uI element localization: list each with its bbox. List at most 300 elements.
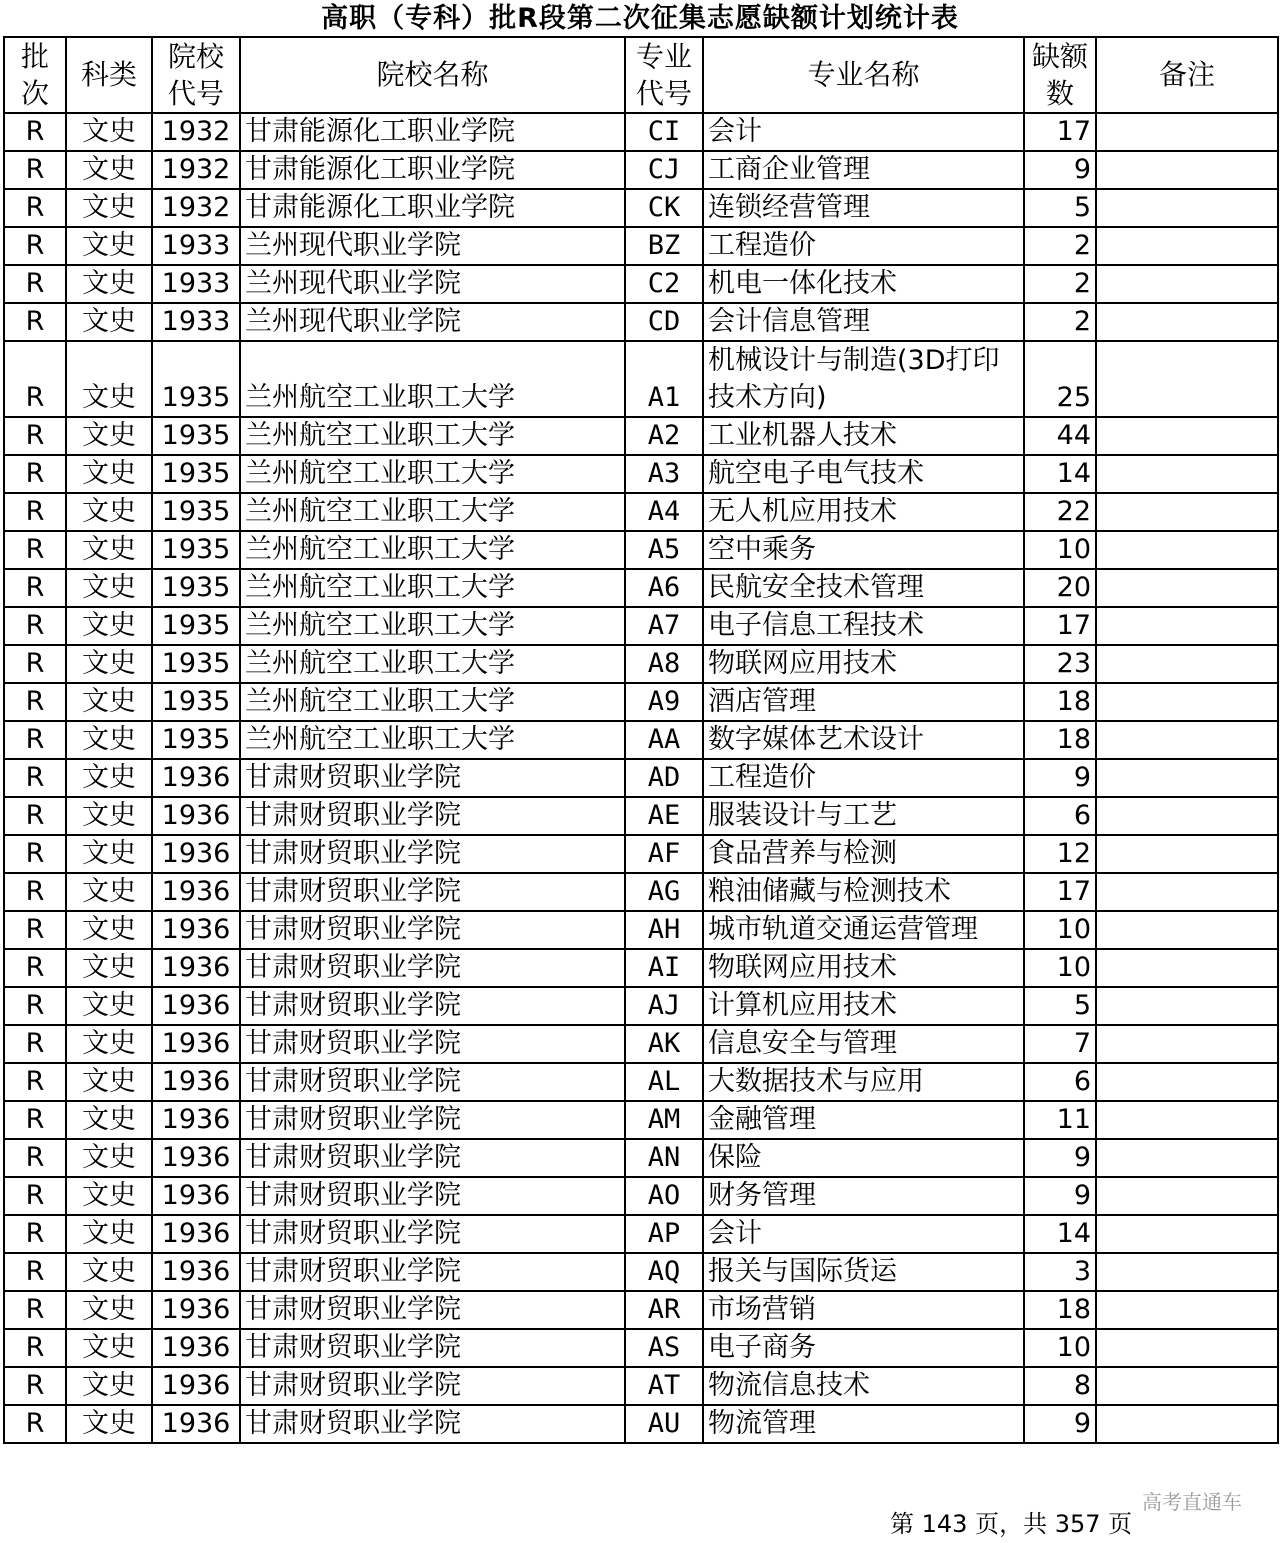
cell-category: 文史 [66,189,152,227]
cell-category: 文史 [66,569,152,607]
cell-major-name: 物流信息技术 [703,1367,1024,1405]
cell-batch: R [4,835,66,873]
cell-vacancy: 23 [1024,645,1096,683]
cell-major-code: AI [625,949,703,987]
cell-vacancy: 12 [1024,835,1096,873]
cell-category: 文史 [66,911,152,949]
cell-school-code: 1936 [152,1329,240,1367]
cell-major-name: 市场营销 [703,1291,1024,1329]
cell-major-code: CD [625,303,703,341]
table-row [4,189,1278,227]
cell-remark [1096,797,1278,835]
cell-school-code: 1935 [152,417,240,455]
cell-school-code: 1936 [152,1215,240,1253]
cell-school-code: 1936 [152,911,240,949]
cell-school-name: 兰州航空工业职工大学 [240,645,625,683]
cell-category: 文史 [66,113,152,151]
cell-remark [1096,493,1278,531]
table-row [4,265,1278,303]
cell-major-code: A7 [625,607,703,645]
cell-school-code: 1932 [152,189,240,227]
cell-batch: R [4,759,66,797]
cell-school-name: 甘肃财贸职业学院 [240,1101,625,1139]
cell-remark [1096,1291,1278,1329]
cell-major-name: 报关与国际货运 [703,1253,1024,1291]
table-row [4,303,1278,341]
cell-major-name: 机械设计与制造(3D打印技术方向) [703,341,1024,417]
cell-batch: R [4,607,66,645]
cell-category: 文史 [66,797,152,835]
cell-vacancy: 5 [1024,189,1096,227]
cell-major-name: 会计 [703,1215,1024,1253]
table-row [4,455,1278,493]
cell-school-code: 1932 [152,151,240,189]
cell-category: 文史 [66,417,152,455]
cell-batch: R [4,1253,66,1291]
cell-vacancy: 9 [1024,1405,1096,1443]
cell-batch: R [4,531,66,569]
cell-major-name: 金融管理 [703,1101,1024,1139]
cell-major-name: 数字媒体艺术设计 [703,721,1024,759]
cell-category: 文史 [66,1025,152,1063]
cell-major-name: 食品营养与检测 [703,835,1024,873]
cell-school-code: 1936 [152,759,240,797]
cell-major-code: AG [625,873,703,911]
table-body [4,113,1278,1443]
cell-major-name: 电子信息工程技术 [703,607,1024,645]
cell-category: 文史 [66,835,152,873]
table-row [4,721,1278,759]
table-row [4,949,1278,987]
cell-remark [1096,189,1278,227]
cell-remark [1096,341,1278,417]
cell-major-name: 工程造价 [703,227,1024,265]
cell-school-code: 1935 [152,341,240,417]
cell-major-name: 民航安全技术管理 [703,569,1024,607]
cell-category: 文史 [66,683,152,721]
cell-category: 文史 [66,1367,152,1405]
cell-remark [1096,1139,1278,1177]
cell-major-code: AF [625,835,703,873]
cell-category: 文史 [66,227,152,265]
cell-school-name: 甘肃财贸职业学院 [240,1329,625,1367]
cell-major-name: 服装设计与工艺 [703,797,1024,835]
cell-major-name: 无人机应用技术 [703,493,1024,531]
cell-major-code: AM [625,1101,703,1139]
cell-batch: R [4,569,66,607]
cell-major-code: A8 [625,645,703,683]
cell-major-name: 物流管理 [703,1405,1024,1443]
cell-vacancy: 2 [1024,265,1096,303]
cell-remark [1096,949,1278,987]
cell-school-name: 甘肃财贸职业学院 [240,1405,625,1443]
cell-school-name: 甘肃财贸职业学院 [240,1367,625,1405]
cell-batch: R [4,227,66,265]
cell-batch: R [4,873,66,911]
header-remark: 备注 [1096,37,1278,113]
cell-batch: R [4,151,66,189]
cell-major-code: AQ [625,1253,703,1291]
cell-school-name: 甘肃财贸职业学院 [240,1253,625,1291]
cell-remark [1096,1063,1278,1101]
cell-category: 文史 [66,949,152,987]
cell-school-name: 甘肃财贸职业学院 [240,759,625,797]
table-row [4,797,1278,835]
cell-school-code: 1936 [152,1291,240,1329]
cell-school-code: 1936 [152,1405,240,1443]
table-header-row [4,37,1278,113]
cell-school-name: 甘肃财贸职业学院 [240,873,625,911]
cell-major-code: CK [625,189,703,227]
cell-vacancy: 17 [1024,113,1096,151]
cell-batch: R [4,797,66,835]
cell-major-code: AO [625,1177,703,1215]
cell-remark [1096,303,1278,341]
cell-school-name: 兰州航空工业职工大学 [240,531,625,569]
cell-major-name: 保险 [703,1139,1024,1177]
cell-category: 文史 [66,303,152,341]
table-row [4,1405,1278,1443]
cell-remark [1096,1215,1278,1253]
cell-major-code: A5 [625,531,703,569]
cell-vacancy: 17 [1024,607,1096,645]
cell-remark [1096,1101,1278,1139]
cell-major-name: 连锁经营管理 [703,189,1024,227]
cell-major-name: 航空电子电气技术 [703,455,1024,493]
cell-vacancy: 22 [1024,493,1096,531]
cell-major-name: 电子商务 [703,1329,1024,1367]
cell-school-name: 甘肃财贸职业学院 [240,835,625,873]
cell-vacancy: 9 [1024,151,1096,189]
cell-category: 文史 [66,455,152,493]
cell-batch: R [4,987,66,1025]
cell-major-code: C2 [625,265,703,303]
cell-remark [1096,151,1278,189]
cell-school-code: 1933 [152,303,240,341]
cell-vacancy: 6 [1024,1063,1096,1101]
cell-major-code: A3 [625,455,703,493]
cell-school-name: 兰州现代职业学院 [240,303,625,341]
cell-vacancy: 10 [1024,949,1096,987]
cell-school-name: 兰州现代职业学院 [240,265,625,303]
cell-batch: R [4,949,66,987]
cell-school-code: 1935 [152,455,240,493]
cell-category: 文史 [66,987,152,1025]
table-row [4,1025,1278,1063]
cell-category: 文史 [66,1101,152,1139]
cell-remark [1096,873,1278,911]
table-row [4,873,1278,911]
header-school-code: 院校代号 [152,37,240,113]
cell-category: 文史 [66,1177,152,1215]
header-school-name: 院校名称 [240,37,625,113]
cell-school-name: 兰州航空工业职工大学 [240,569,625,607]
cell-remark [1096,683,1278,721]
cell-major-name: 物联网应用技术 [703,645,1024,683]
cell-major-code: A6 [625,569,703,607]
cell-batch: R [4,1405,66,1443]
cell-school-name: 甘肃财贸职业学院 [240,987,625,1025]
cell-batch: R [4,645,66,683]
cell-remark [1096,1025,1278,1063]
cell-category: 文史 [66,265,152,303]
cell-school-name: 甘肃能源化工职业学院 [240,189,625,227]
table-row [4,987,1278,1025]
cell-category: 文史 [66,1253,152,1291]
cell-remark [1096,1253,1278,1291]
table-row [4,227,1278,265]
cell-batch: R [4,1367,66,1405]
cell-school-name: 甘肃财贸职业学院 [240,949,625,987]
cell-major-code: AJ [625,987,703,1025]
cell-major-code: AU [625,1405,703,1443]
cell-vacancy: 10 [1024,531,1096,569]
header-major-code: 专业代号 [625,37,703,113]
cell-major-code: AT [625,1367,703,1405]
cell-major-name: 信息安全与管理 [703,1025,1024,1063]
table-row [4,113,1278,151]
table-row [4,759,1278,797]
cell-remark [1096,569,1278,607]
cell-category: 文史 [66,1405,152,1443]
cell-school-name: 甘肃财贸职业学院 [240,797,625,835]
cell-vacancy: 9 [1024,1139,1096,1177]
cell-school-code: 1936 [152,1101,240,1139]
cell-school-code: 1935 [152,721,240,759]
cell-school-name: 甘肃财贸职业学院 [240,911,625,949]
cell-remark [1096,1367,1278,1405]
cell-school-code: 1935 [152,645,240,683]
cell-major-code: BZ [625,227,703,265]
cell-major-name: 大数据技术与应用 [703,1063,1024,1101]
cell-major-name: 工商企业管理 [703,151,1024,189]
table-row [4,683,1278,721]
cell-school-code: 1932 [152,113,240,151]
cell-vacancy: 10 [1024,911,1096,949]
cell-batch: R [4,455,66,493]
cell-batch: R [4,265,66,303]
cell-vacancy: 2 [1024,227,1096,265]
cell-major-name: 工业机器人技术 [703,417,1024,455]
cell-school-name: 兰州航空工业职工大学 [240,607,625,645]
table-row [4,911,1278,949]
table-row [4,531,1278,569]
cell-batch: R [4,1215,66,1253]
cell-major-code: A2 [625,417,703,455]
cell-major-name: 酒店管理 [703,683,1024,721]
cell-major-code: A4 [625,493,703,531]
cell-major-code: AS [625,1329,703,1367]
cell-category: 文史 [66,1215,152,1253]
cell-batch: R [4,303,66,341]
table-row [4,835,1278,873]
cell-major-name: 会计信息管理 [703,303,1024,341]
cell-batch: R [4,1063,66,1101]
cell-category: 文史 [66,341,152,417]
table-row [4,607,1278,645]
cell-major-name: 城市轨道交通运营管理 [703,911,1024,949]
cell-school-name: 兰州航空工业职工大学 [240,341,625,417]
cell-remark [1096,1177,1278,1215]
cell-category: 文史 [66,1139,152,1177]
cell-vacancy: 14 [1024,1215,1096,1253]
cell-school-name: 甘肃财贸职业学院 [240,1025,625,1063]
cell-school-code: 1936 [152,797,240,835]
table-row [4,417,1278,455]
cell-major-code: A1 [625,341,703,417]
cell-school-name: 兰州航空工业职工大学 [240,721,625,759]
cell-school-code: 1933 [152,265,240,303]
cell-category: 文史 [66,873,152,911]
cell-school-name: 甘肃能源化工职业学院 [240,113,625,151]
table-row [4,493,1278,531]
cell-category: 文史 [66,607,152,645]
cell-vacancy: 14 [1024,455,1096,493]
cell-major-code: AH [625,911,703,949]
cell-major-name: 空中乘务 [703,531,1024,569]
cell-remark [1096,645,1278,683]
cell-category: 文史 [66,1063,152,1101]
cell-vacancy: 7 [1024,1025,1096,1063]
cell-school-name: 兰州航空工业职工大学 [240,683,625,721]
table-row [4,1291,1278,1329]
cell-batch: R [4,113,66,151]
cell-major-name: 粮油储藏与检测技术 [703,873,1024,911]
cell-major-name: 工程造价 [703,759,1024,797]
page-number: 第 143 页，共 357 页 [890,1510,1133,1538]
cell-school-name: 兰州航空工业职工大学 [240,417,625,455]
table-row [4,341,1278,417]
cell-category: 文史 [66,721,152,759]
cell-vacancy: 17 [1024,873,1096,911]
cell-batch: R [4,911,66,949]
cell-school-name: 甘肃财贸职业学院 [240,1063,625,1101]
cell-major-code: AR [625,1291,703,1329]
cell-remark [1096,113,1278,151]
cell-school-name: 兰州现代职业学院 [240,227,625,265]
watermark: 高考直通车 [1142,1490,1242,1514]
cell-batch: R [4,1177,66,1215]
table-row [4,1063,1278,1101]
cell-category: 文史 [66,1329,152,1367]
cell-school-name: 甘肃财贸职业学院 [240,1139,625,1177]
page-title: 高职（专科）批R段第二次征集志愿缺额计划统计表 [321,3,959,34]
cell-vacancy: 2 [1024,303,1096,341]
cell-category: 文史 [66,531,152,569]
cell-batch: R [4,1025,66,1063]
table-row [4,1215,1278,1253]
cell-school-code: 1936 [152,873,240,911]
cell-batch: R [4,1101,66,1139]
table-row [4,645,1278,683]
cell-remark [1096,265,1278,303]
cell-batch: R [4,189,66,227]
cell-school-name: 甘肃财贸职业学院 [240,1177,625,1215]
cell-remark [1096,835,1278,873]
cell-school-name: 甘肃财贸职业学院 [240,1215,625,1253]
header-vacancy: 缺额数 [1024,37,1096,113]
table-row [4,1329,1278,1367]
cell-category: 文史 [66,645,152,683]
table-row [4,151,1278,189]
cell-school-code: 1933 [152,227,240,265]
cell-batch: R [4,1329,66,1367]
cell-school-name: 兰州航空工业职工大学 [240,455,625,493]
header-batch: 批次 [4,37,66,113]
cell-vacancy: 8 [1024,1367,1096,1405]
cell-remark [1096,987,1278,1025]
cell-remark [1096,455,1278,493]
cell-major-code: AK [625,1025,703,1063]
cell-school-code: 1936 [152,1177,240,1215]
cell-major-code: AA [625,721,703,759]
header-category: 科类 [66,37,152,113]
table-row [4,1177,1278,1215]
cell-batch: R [4,493,66,531]
cell-vacancy: 44 [1024,417,1096,455]
cell-batch: R [4,721,66,759]
cell-school-code: 1935 [152,683,240,721]
cell-batch: R [4,341,66,417]
cell-major-code: AN [625,1139,703,1177]
cell-vacancy: 18 [1024,1291,1096,1329]
cell-remark [1096,531,1278,569]
cell-remark [1096,911,1278,949]
cell-category: 文史 [66,759,152,797]
cell-school-code: 1935 [152,607,240,645]
cell-school-code: 1936 [152,949,240,987]
cell-remark [1096,1405,1278,1443]
cell-major-name: 财务管理 [703,1177,1024,1215]
cell-remark [1096,607,1278,645]
cell-remark [1096,721,1278,759]
cell-major-name: 计算机应用技术 [703,987,1024,1025]
cell-vacancy: 25 [1024,341,1096,417]
cell-batch: R [4,417,66,455]
cell-school-code: 1935 [152,531,240,569]
vacancy-table [3,36,1279,1444]
cell-vacancy: 20 [1024,569,1096,607]
cell-batch: R [4,1139,66,1177]
cell-vacancy: 10 [1024,1329,1096,1367]
cell-vacancy: 9 [1024,759,1096,797]
cell-vacancy: 18 [1024,721,1096,759]
cell-school-code: 1936 [152,1025,240,1063]
cell-batch: R [4,683,66,721]
table-row [4,1139,1278,1177]
cell-major-code: AE [625,797,703,835]
table-row [4,569,1278,607]
cell-school-code: 1936 [152,1063,240,1101]
header-major-name: 专业名称 [703,37,1024,113]
cell-category: 文史 [66,1291,152,1329]
cell-major-code: AD [625,759,703,797]
cell-school-code: 1935 [152,569,240,607]
cell-school-name: 甘肃能源化工职业学院 [240,151,625,189]
cell-vacancy: 5 [1024,987,1096,1025]
cell-major-name: 机电一体化技术 [703,265,1024,303]
table-row [4,1101,1278,1139]
cell-major-name: 物联网应用技术 [703,949,1024,987]
cell-remark [1096,1329,1278,1367]
cell-vacancy: 9 [1024,1177,1096,1215]
cell-major-code: AL [625,1063,703,1101]
cell-school-code: 1936 [152,835,240,873]
cell-school-name: 兰州航空工业职工大学 [240,493,625,531]
table-row [4,1367,1278,1405]
cell-school-code: 1936 [152,1253,240,1291]
table-row [4,1253,1278,1291]
